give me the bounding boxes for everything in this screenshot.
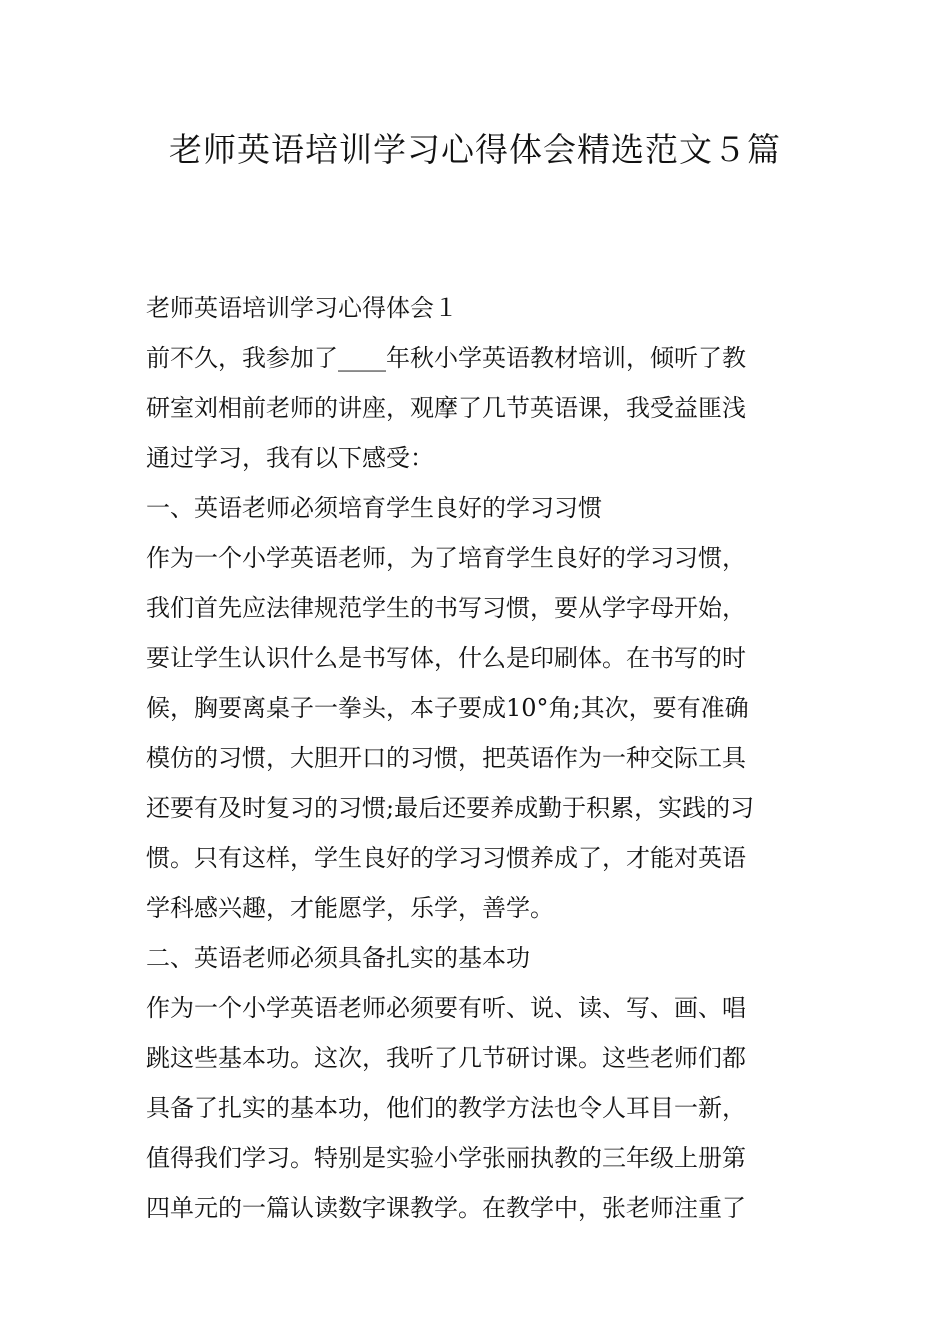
paragraph-line: 要让学生认识什么是书写体，什么是印刷体。在书写的时 xyxy=(146,644,746,672)
paragraph-line: 作为一个小学英语老师，为了培育学生良好的学习习惯， xyxy=(146,544,746,572)
paragraph-line: 值得我们学习。特别是实验小学张丽执教的三年级上册第 xyxy=(146,1144,746,1172)
paragraph-line: 四单元的一篇认读数字课教学。在教学中，张老师注重了 xyxy=(146,1194,746,1222)
document-body xyxy=(146,283,811,1233)
paragraph-line: 候，胸要离桌子一拳头，本子要成10°角;其次，要有准确 xyxy=(146,694,749,722)
paragraph-line: 具备了扎实的基本功，他们的教学方法也令人耳目一新， xyxy=(146,1094,746,1122)
section-heading: 二、英语老师必须具备扎实的基本功 xyxy=(146,944,530,972)
paragraph-line: 作为一个小学英语老师必须要有听、说、读、写、画、唱 xyxy=(146,994,746,1022)
paragraph-line: 惯。只有这样，学生良好的学习习惯养成了，才能对英语 xyxy=(146,844,746,872)
paragraph-line: 前不久，我参加了____年秋小学英语教材培训，倾听了教 xyxy=(146,344,746,372)
paragraph-line: 跳这些基本功。这次，我听了几节研讨课。这些老师们都 xyxy=(146,1044,746,1072)
section-heading: 一、英语老师必须培育学生良好的学习习惯 xyxy=(146,494,602,522)
section-heading: 老师英语培训学习心得体会１ xyxy=(146,294,458,322)
paragraph-line: 还要有及时复习的习惯;最后还要养成勤于积累，实践的习 xyxy=(146,794,755,822)
paragraph-line: 我们首先应法律规范学生的书写习惯，要从学字母开始， xyxy=(146,594,746,622)
paragraph-line: 学科感兴趣，才能愿学，乐学，善学。 xyxy=(146,894,554,922)
paragraph-line: 通过学习，我有以下感受： xyxy=(146,444,434,472)
paragraph-line: 研室刘相前老师的讲座，观摩了几节英语课，我受益匪浅 xyxy=(146,394,746,422)
paragraph-line: 模仿的习惯，大胆开口的习惯，把英语作为一种交际工具 xyxy=(146,744,746,772)
document-title: 老师英语培训学习心得体会精选范文５篇 xyxy=(169,130,781,169)
